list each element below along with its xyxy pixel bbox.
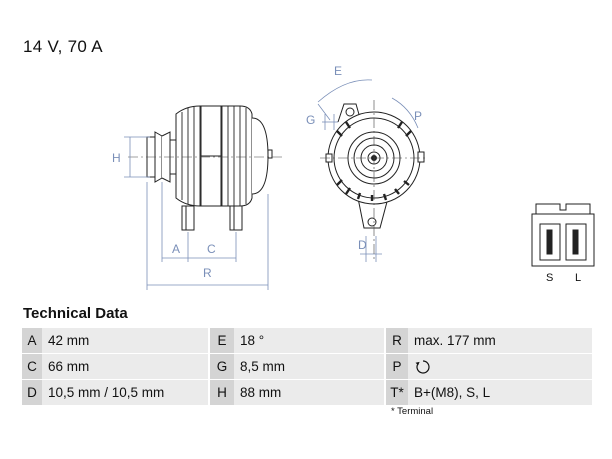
technical-data-table — [22, 328, 592, 406]
table-row — [22, 328, 592, 353]
plug-label-l: L — [575, 272, 582, 284]
param-value: 42 mm — [42, 328, 208, 353]
dim-label-a: A — [172, 242, 181, 256]
clockwise-rotation-icon — [414, 358, 432, 376]
param-value: 88 mm — [234, 380, 384, 405]
param-value: max. 177 mm — [408, 328, 592, 353]
dim-label-e: E — [334, 64, 343, 78]
param-value: 10,5 mm / 10,5 mm — [42, 380, 208, 405]
terminal-footnote: * Terminal — [391, 406, 434, 417]
param-value: 8,5 mm — [234, 354, 384, 379]
table-row — [22, 380, 592, 405]
dim-label-h: H — [112, 151, 121, 165]
param-key: E — [210, 328, 234, 353]
dim-label-d: D — [358, 238, 367, 252]
product-title: 14 V, 70 A — [23, 37, 103, 56]
param-value: 66 mm — [42, 354, 208, 379]
param-key: R — [386, 328, 408, 353]
param-key: A — [22, 328, 42, 353]
connector-plug — [532, 204, 594, 266]
param-value: 18 ° — [234, 328, 384, 353]
param-key: T* — [386, 380, 408, 405]
side-view — [147, 106, 272, 230]
section-title: Technical Data — [23, 305, 128, 322]
dim-label-g: G — [306, 113, 316, 127]
dim-label-r: R — [203, 266, 212, 280]
param-key: G — [210, 354, 234, 379]
dim-label-p: P — [414, 109, 423, 123]
front-view — [326, 104, 424, 228]
param-value: B+(M8), S, L — [408, 380, 592, 405]
table-row — [22, 354, 592, 379]
plug-label-s: S — [546, 272, 554, 284]
dim-label-c: C — [207, 242, 216, 256]
param-key: C — [22, 354, 42, 379]
param-value-rotation — [408, 354, 592, 379]
param-key: D — [22, 380, 42, 405]
param-key: P — [386, 354, 408, 379]
param-key: H — [210, 380, 234, 405]
